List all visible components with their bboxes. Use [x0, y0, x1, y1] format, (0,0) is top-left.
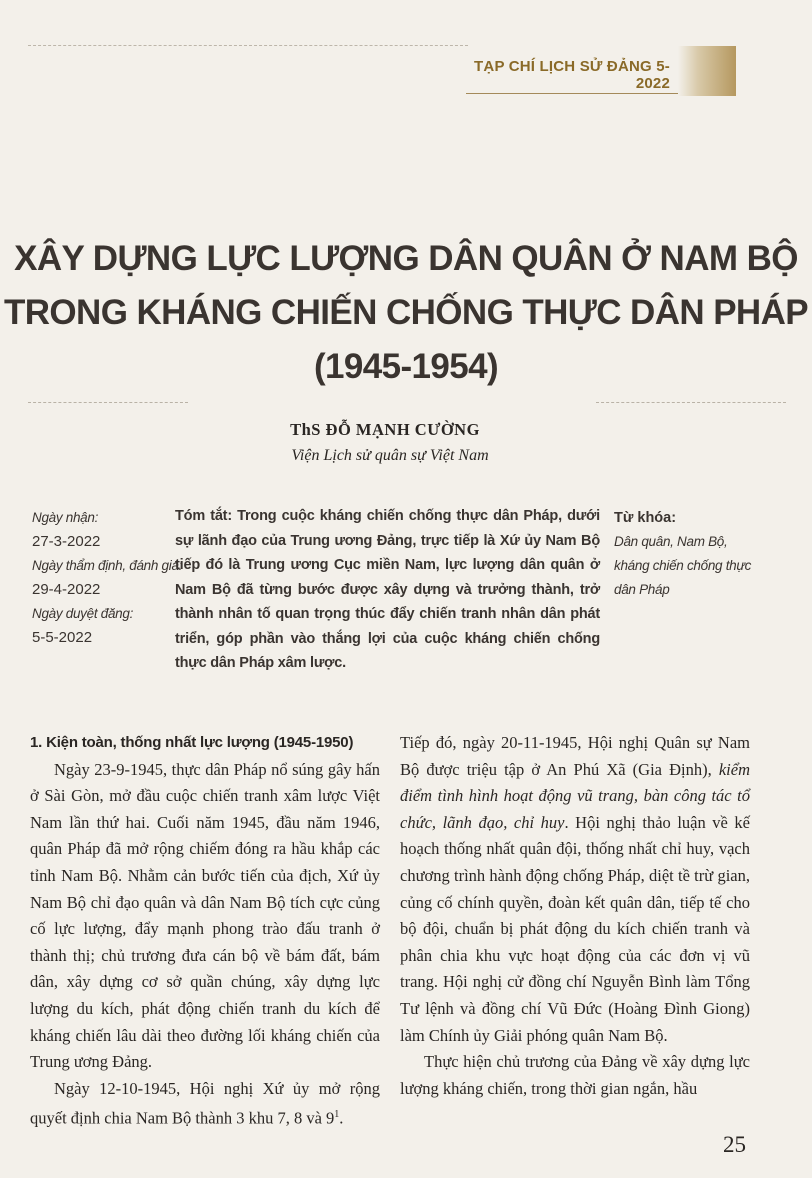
abstract: Tóm tắt: Trong cuộc kháng chiến chống thực dân Pháp, dưới sự lãnh đạo của Trung ương Đảng, trực tiếp là Xứ ủy Nam Bộ tiếp đó là Trung ương Cục miền Nam, lực lượng dân quân ở Nam Bộ đã từng bước được xây dựng và trưởng thành, trở thành nhân tố quan trọng thúc đẩy chiến tranh nhân dân phát triển, góp phần vào thắng lợi của cuộc kháng chiến chống thực dân Pháp xâm lược. [175, 508, 600, 671]
paragraph-4: Thực hiện chủ trương của Đảng về xây dựng lực lượng kháng chiến, trong thời gian ngắn, hầu [400, 1052, 750, 1098]
reviewed-date: 29-4-2022 [32, 581, 101, 598]
footnote-marker: 1 [334, 1109, 340, 1121]
title-line-3: (1945-1954) [313, 347, 499, 386]
body-column-right [400, 730, 750, 1102]
paragraph-3-end: . Hội nghị thảo luận về kế hoạch thống nhất quân đội, thống nhất chỉ huy, vạch chương trình hành động chống Pháp, diệt tề trừ gian, củng cố chính quyền, đoàn kết quân dân, tiếp tế cho bộ đội, chuẩn bị phát động du kích chiến tranh và phân chia khu vực hoạt động của các đơn vị vũ trang. Hội nghị cử đồng chí Nguyễn Bình làm Tổng Tư lệnh và đồng chí Vũ Đức (Hoàng Đình Giong) làm Chính ủy Giải phóng quân Nam Bộ. [400, 812, 751, 1045]
header-rule-left [28, 45, 468, 46]
approved-label: Ngày duyệt đăng: [32, 606, 134, 621]
journal-running-header: TẠP CHÍ LỊCH SỬ ĐẢNG 5-2022 [474, 58, 670, 92]
paragraph-2-text: Ngày 12-10-1945, Hội nghị Xứ ủy mở rộng quyết định chia Nam Bộ thành 3 khu 7, 8 và 9 [30, 1078, 380, 1128]
page-number: 25 [723, 1132, 746, 1157]
author-name: ThS ĐỖ MẠNH CƯỜNG [290, 420, 480, 439]
paragraph-2 [30, 1076, 380, 1133]
paragraph-3-italic: kiểm điểm tình hình hoạt động vũ trang, bàn công tác tổ chức, lãnh đạo, chỉ huy [400, 759, 750, 832]
article-dates [32, 506, 182, 650]
paragraph-3-start: Tiếp đó, ngày 20-11-1945, Hội nghị Quân sự Nam Bộ được triệu tập ở An Phú Xã (Gia Định), [400, 733, 750, 779]
title-separator-left [28, 402, 188, 403]
keywords-block [614, 506, 754, 602]
reviewed-label: Ngày thẩm định, đánh giá: [32, 558, 183, 573]
approved-date: 5-5-2022 [32, 629, 93, 646]
title-line-2: TRONG KHÁNG CHIẾN CHỐNG THỰC DÂN PHÁP [3, 293, 809, 332]
title-separator-right [596, 402, 786, 403]
received-label: Ngày nhận: [32, 510, 99, 525]
paragraph-3 [400, 730, 750, 1049]
article-title [0, 232, 812, 394]
body-column-left [30, 730, 380, 1132]
journal-header-underline [466, 93, 678, 94]
section-heading: 1. Kiện toàn, thống nhất lực lượng (1945-1950) [30, 734, 354, 751]
paragraph-2-end: . [339, 1108, 344, 1128]
keywords-label: Từ khóa: [614, 510, 677, 526]
header-color-block [678, 46, 736, 96]
paragraph-1: Ngày 23-9-1945, thực dân Pháp nổ súng gây hấn ở Sài Gòn, mở đầu cuộc chiến tranh xâm lược Việt Nam lần thứ hai. Cuối năm 1945, đầu năm 1946, quân Pháp đã mở rộng chiếm đóng ra hầu khắp các tỉnh Nam Bộ. Nhằm cản bước tiến của địch, Xứ ủy Nam Bộ chỉ đạo quân và dân Nam Bộ tích cực củng cố lực lượng, đẩy mạnh phong trào đấu tranh ở thành thị; chủ trương đưa cán bộ về bám đất, bám dân, xây dựng cơ sở quần chúng, xây dựng lực lượng du kích, phát động chiến tranh du kích để kháng chiến lâu dài theo đường lối kháng chiến của Trung ương Đảng. [30, 759, 380, 1072]
received-date: 27-3-2022 [32, 533, 101, 550]
title-line-1: XÂY DỰNG LỰC LƯỢNG DÂN QUÂN Ở NAM BỘ [14, 239, 798, 278]
keywords-value: Dân quân, Nam Bộ, kháng chiến chống thực dân Pháp [614, 534, 752, 597]
author-affiliation: Viện Lịch sử quân sự Việt Nam [291, 447, 489, 464]
